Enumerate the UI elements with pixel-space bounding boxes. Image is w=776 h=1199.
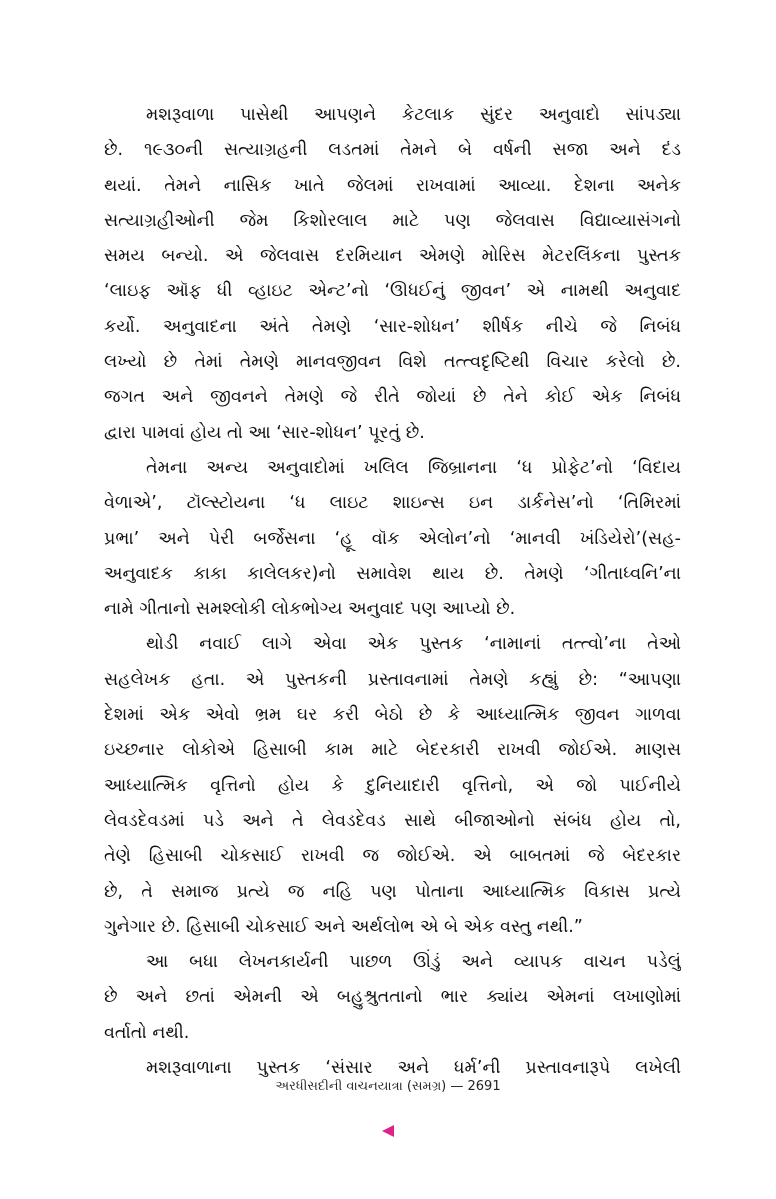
paragraph-3-line-2: સહલેખક હતા. એ પુસ્તકની પ્રસ્તાવનામાં તેમણે કહ્યું છે: “આપણા [104, 669, 681, 690]
paragraph-3-line-1: થોડી નવાઈ લાગે એવા એક પુસ્તક ‘નામાનાં તત્ત્વો’ના તેઓ [146, 634, 681, 655]
paragraph-1-line-7: કર્યો. અનુવાદના અંતે તેમણે ‘સાર-શોધન’ શીર્ષક નીચે જે નિબંધ [104, 316, 681, 337]
paragraph-3-line-3: દેશમાં એક એવો ભ્રમ ઘર કરી બેઠો છે કે આધ્યાત્મિક જીવન ગાળવા [104, 705, 681, 726]
paragraph-4-line-1: આ બધા લેખનકાર્યની પાછળ ઊંડું અને વ્યાપક વાચન પડેલું [146, 952, 681, 973]
paragraph-2-line-3: પ્રભા’ અને પેરી બર્જેસના ‘હૂ વૉક એલોન’નો ‘માનવી ખંડિયેરો’(સહ- [104, 528, 681, 549]
paragraph-1-line-9: જગત અને જીવનને તેમણે જે રીતે જોયાં છે તેને કોઈ એક નિબંધ [104, 387, 681, 408]
paragraph-3-line-7: તેણે હિસાબી ચોકસાઈ રાખવી જ જોઈએ. એ બાબતમાં જે બેદરકાર [104, 846, 681, 867]
paragraph-1-line-2: છે. ૧૯૩૦ની સત્યાગ્રહની લડતમાં તેમને બે વર્ષની સજા અને દંડ [104, 140, 681, 161]
paragraph-1-line-5: સમય બન્યો. એ જેલવાસ દરમિયાન એમણે મોરિસ મેટરલિંકના પુસ્તક [104, 246, 681, 267]
paragraph-4-line-3: વર્તાતો નથી. [104, 1022, 190, 1043]
paragraph-4-line-2: છે અને છતાં એમની એ બહુશ્રુતતાનો ભાર ક્યાંય એમનાં લખાણોમાં [104, 987, 681, 1008]
paragraph-3-line-9: ગુનેગાર છે. હિસાબી ચોકસાઈ અને અર્થલોભ એ બે એક વસ્તુ નથી.” [104, 916, 583, 937]
paragraph-2-line-4: અનુવાદક કાકા કાલેલકર)નો સમાવેશ થાય છે. તેમણે ‘ગીતાધ્વનિ’ના [104, 563, 681, 584]
left-triangle-icon[interactable] [382, 1125, 394, 1137]
paragraph-1-line-1: મશરૂવાળા પાસેથી આપણને કેટલાક સુંદર અનુવાદો સાંપડ્યા [146, 105, 681, 125]
paragraph-3-line-6: લેવડદેવડમાં પડે અને તે લેવડદેવડ સાથે બીજાઓનો સંબંધ હોય તો, [104, 810, 681, 831]
paragraph-1-line-10: દ્વારા પામવાં હોય તો આ ‘સાર-શોધન’ પૂરતું છે. [104, 422, 425, 443]
paragraph-3-line-8: છે, તે સમાજ પ્રત્યે જ નહિ પણ પોતાના આધ્યાત્મિક વિકાસ પ્રત્યે [104, 881, 681, 902]
paragraph-3-line-4: ઇચ્છનાર લોકોએ હિસાબી કામ માટે બેદરકારી રાખવી જોઈએ. માણસ [104, 740, 681, 761]
paragraph-1-line-8: લખ્યો છે તેમાં તેમણે માનવજીવન વિશે તત્ત્વદૃષ્ટિથી વિચાર કરેલો છે. [104, 352, 681, 373]
paragraph-2-line-5: નામે ગીતાનો સમશ્લોકી લોકભોગ્ય અનુવાદ પણ આપ્યો છે. [104, 599, 516, 620]
paragraph-1-line-6: ‘લાઇફ ઑફ ધી વ્હાઇટ એન્ટ’નો ‘ઊધઈનું જીવન’ એ નામથી અનુવાદ [104, 281, 681, 302]
paragraph-3-line-5: આધ્યાત્મિક વૃત્તિનો હોય કે દુનિયાદારી વૃત્તિનો, એ જો પાઈનીયે [104, 775, 681, 796]
paragraph-2-line-1: તેમના અન્ય અનુવાદોમાં ખલિલ જિબ્રાનના ‘ધ પ્રોફેટ’નો ‘વિદાય [146, 457, 681, 478]
page-footer: અરધીસદીની વાચનયાત્રા (સમગ્ર) — 2691 [275, 1079, 501, 1094]
paragraph-1-line-4: સત્યાગ્રહીઓની જેમ કિશોરલાલ માટે પણ જેલવાસ વિદ્યાવ્યાસંગનો [104, 210, 681, 231]
body-text [104, 98, 681, 1086]
paragraph-5-line-1: મશરૂવાળાના પુસ્તક ‘સંસાર અને ધર્મ’ની પ્રસ્તાવનારૂપે લખેલી [146, 1058, 681, 1079]
paragraph-2-line-2: વેળાએ’, ટૉલ્સ્ટોયના ‘ધ લાઇટ શાઇન્સ ઇન ડાર્કનેસ’નો ‘તિમિરમાં [104, 493, 681, 514]
paragraph-1-line-3: થયાં. તેમને નાસિક ખાતે જેલમાં રાખવામાં આવ્યા. દેશના અનેક [104, 175, 681, 196]
